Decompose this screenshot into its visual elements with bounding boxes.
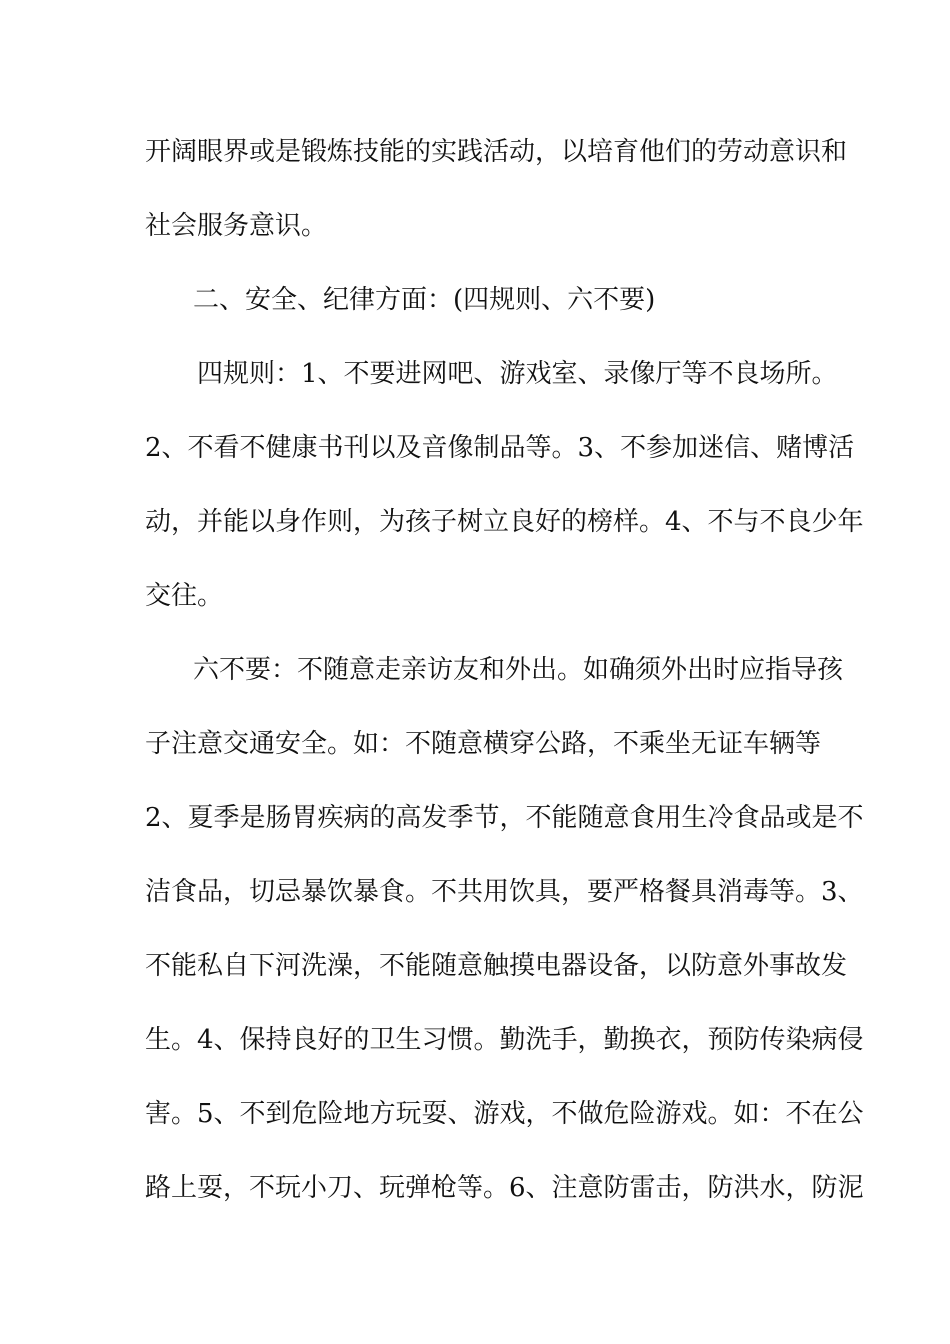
section-heading: 二、安全、纪律方面：(四规则、六不要) bbox=[193, 285, 656, 315]
paragraph-line-14: 害。5、不到危险地方玩耍、游戏，不做危险游戏。如：不在公 bbox=[145, 1099, 864, 1129]
paragraph-line-5: 2、不看不健康书刊以及音像制品等。3、不参加迷信、赌博活 bbox=[145, 433, 855, 463]
paragraph-line-1: 开阔眼界或是锻炼技能的实践活动，以培育他们的劳动意识和 bbox=[145, 137, 848, 167]
paragraph-line-9: 子注意交通安全。如：不随意横穿公路，不乘坐无证车辆等 bbox=[145, 729, 822, 759]
paragraph-line-4: 四规则：1、不要进网吧、游戏室、录像厅等不良场所。 bbox=[197, 359, 838, 389]
paragraph-line-10: 2、夏季是肠胃疾病的高发季节，不能随意食用生冷食品或是不 bbox=[145, 803, 864, 833]
paragraph-line-11: 洁食品，切忌暴饮暴食。不共用饮具，要严格餐具消毒等。3、 bbox=[145, 877, 864, 907]
paragraph-line-15: 路上耍，不玩小刀、玩弹枪等。6、注意防雷击，防洪水，防泥 bbox=[145, 1173, 864, 1203]
paragraph-line-12: 不能私自下河洗澡，不能随意触摸电器设备，以防意外事故发 bbox=[145, 951, 848, 981]
paragraph-line-8: 六不要：不随意走亲访友和外出。如确须外出时应指导孩 bbox=[193, 655, 844, 685]
paragraph-line-7: 交往。 bbox=[145, 581, 224, 611]
paragraph-line-13: 生。4、保持良好的卫生习惯。勤洗手，勤换衣，预防传染病侵 bbox=[145, 1025, 864, 1055]
paragraph-line-6: 动，并能以身作则，为孩子树立良好的榜样。4、不与不良少年 bbox=[145, 507, 864, 537]
paragraph-line-2: 社会服务意识。 bbox=[145, 211, 328, 241]
